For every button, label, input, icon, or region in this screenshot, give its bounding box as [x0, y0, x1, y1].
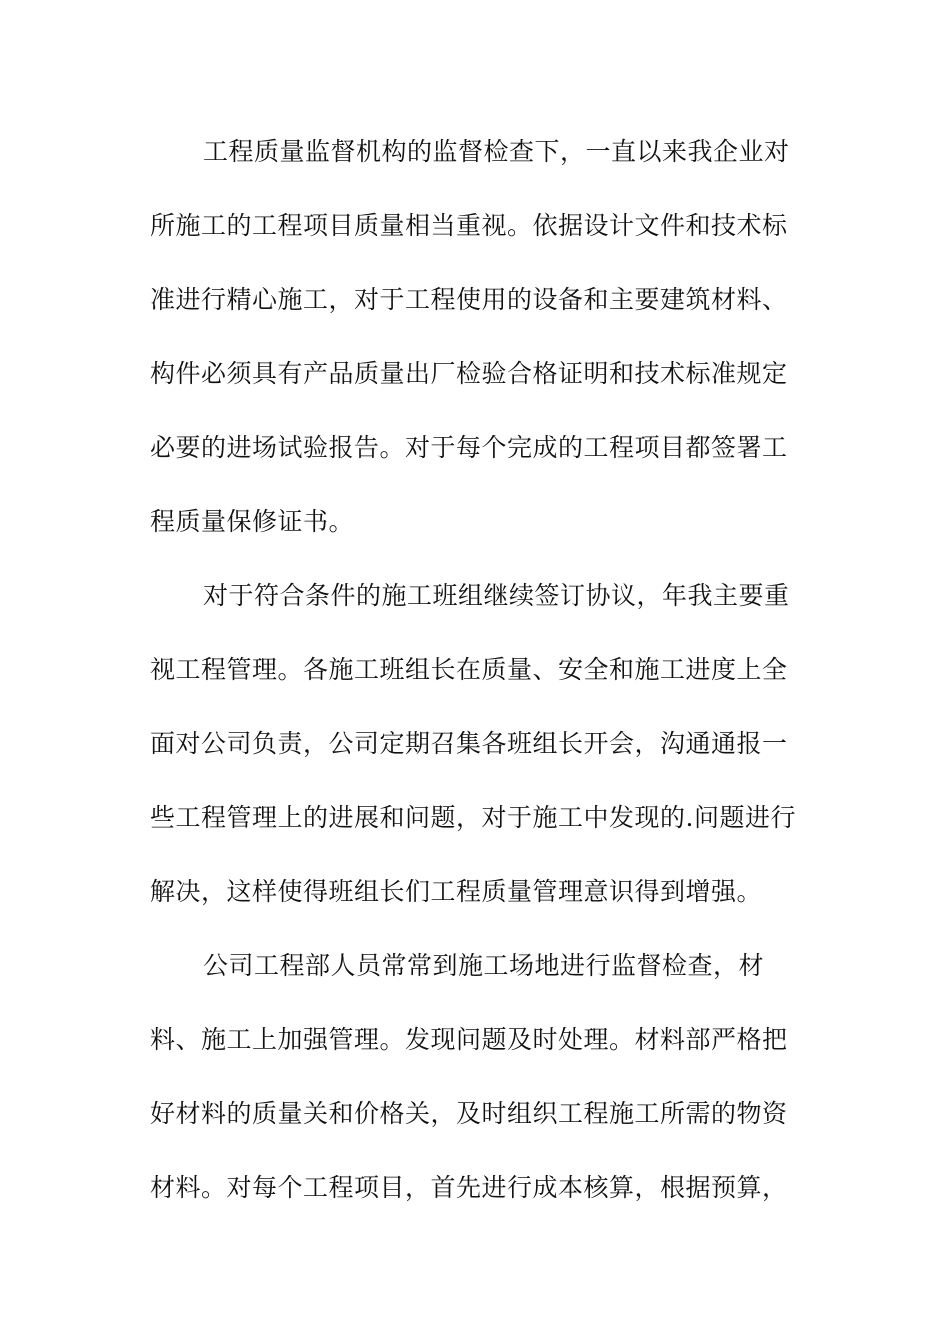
paragraph-2-line-1: 对于符合条件的施工班组继续签订协议，年我主要重 — [203, 581, 790, 610]
paragraph-1-line-5: 必要的进场试验报告。对于每个完成的工程项目都签署工 — [150, 433, 788, 462]
paragraph-1-line-2: 所施工的工程项目质量相当重视。依据设计文件和技术标 — [150, 211, 788, 240]
paragraph-2-line-5: 解决，这样使得班组长们工程质量管理意识得到增强。 — [150, 877, 763, 906]
paragraph-2-line-2: 视工程管理。各施工班组长在质量、安全和施工进度上全 — [150, 655, 788, 684]
paragraph-3-line-3: 好材料的质量关和价格关，及时组织工程施工所需的物资 — [150, 1099, 788, 1128]
paragraph-3-line-1: 公司工程部人员常常到施工场地进行监督检查，材 — [203, 951, 765, 980]
paragraph-1-line-4: 构件必须具有产品质量出厂检验合格证明和技术标准规定 — [150, 359, 788, 388]
paragraph-3-line-4: 材料。对每个工程项目，首先进行成本核算，根据预算， — [150, 1173, 788, 1202]
paragraph-1-line-1: 工程质量监督机构的监督检查下，一直以来我企业对 — [203, 137, 790, 166]
paragraph-3-line-2: 料、施工上加强管理。发现问题及时处理。材料部严格把 — [150, 1025, 788, 1054]
paragraph-2-line-3: 面对公司负责，公司定期召集各班组长开会，沟通通报一 — [150, 729, 788, 758]
paragraph-1-line-6: 程质量保修证书。 — [150, 507, 355, 536]
paragraph-1-line-3: 准进行精心施工，对于工程使用的设备和主要建筑材料、 — [150, 285, 788, 314]
paragraph-2-line-4: 些工程管理上的进展和问题，对于施工中发现的.问题进行 — [150, 803, 796, 832]
